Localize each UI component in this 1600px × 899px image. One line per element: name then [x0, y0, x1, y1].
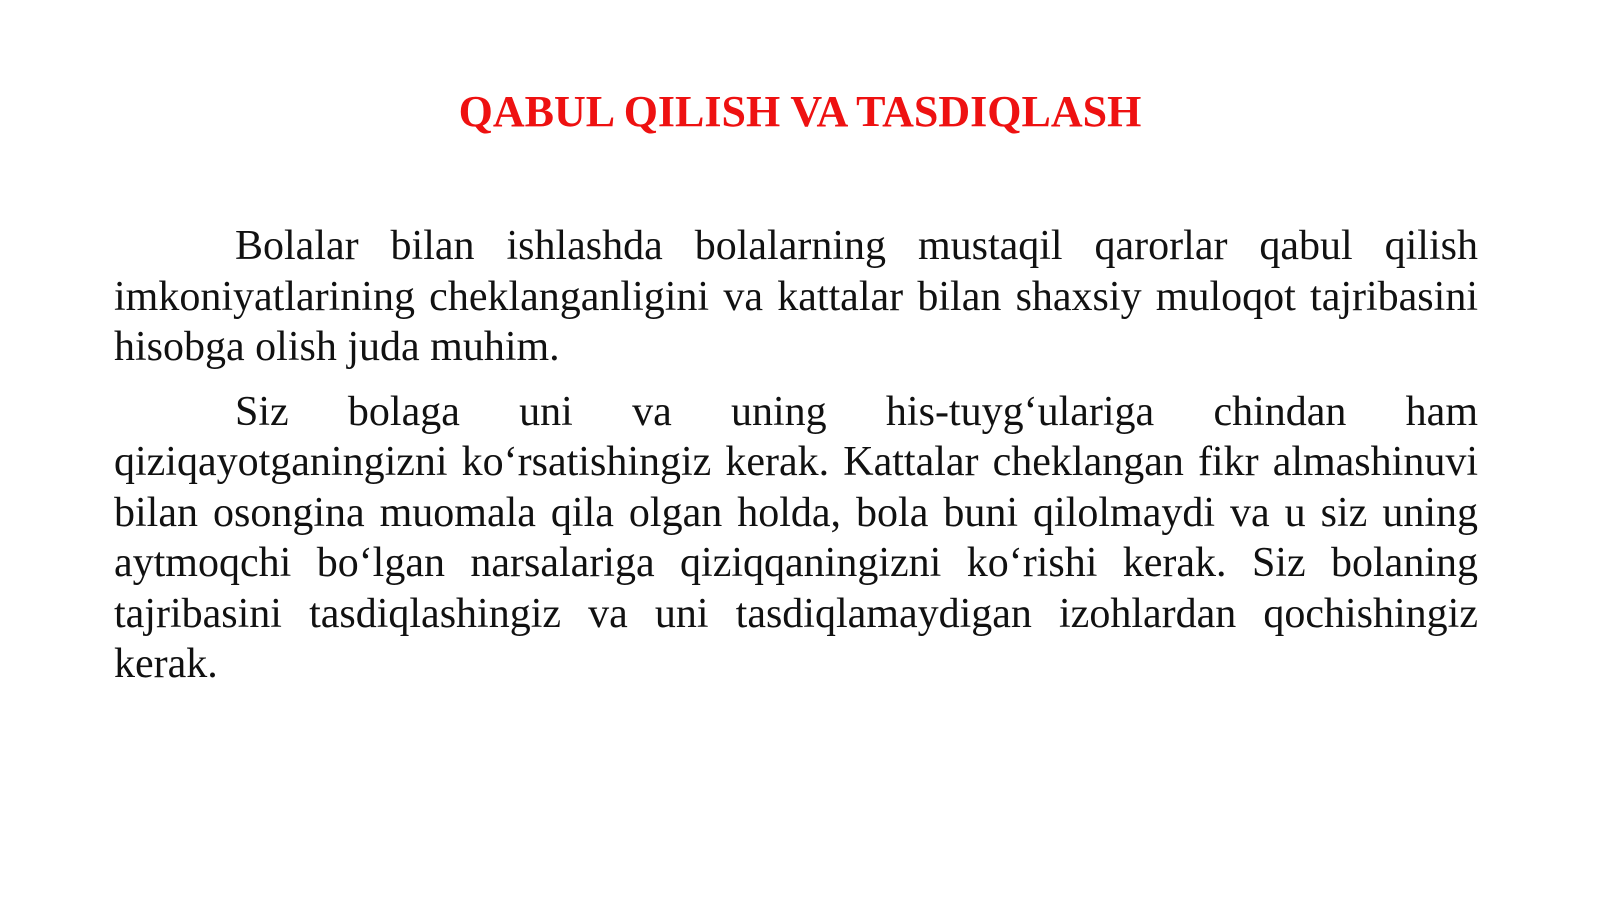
- slide-body: [114, 221, 1478, 690]
- paragraph-2: Siz bolaga uni va uning his-tuyg‘ulariga chindan ham qiziqayotganingizni ko‘rsatishingiz kerak. Kattalar cheklangan fikr almashinuvi bilan osongina muomala qila olgan holda, bola buni qilolmaydi va u siz uning aytmoqchi bo‘lgan narsalariga qiziqqaningizni ko‘rishi kerak. Siz bolaning tajribasini tasdiqlashingiz va uni tasdiqlamaydigan izohlardan qochishingiz kerak.: [114, 388, 1478, 687]
- slide-title: QABUL QILISH VA TASDIQLASH: [458, 87, 1142, 136]
- paragraph-1: Bolalar bilan ishlashda bolalarning mustaqil qarorlar qabul qilish imkoniyatlarining cheklanganligini va kattalar bilan shaxsiy muloqot tajribasini hisobga olish juda muhim.: [114, 223, 1478, 370]
